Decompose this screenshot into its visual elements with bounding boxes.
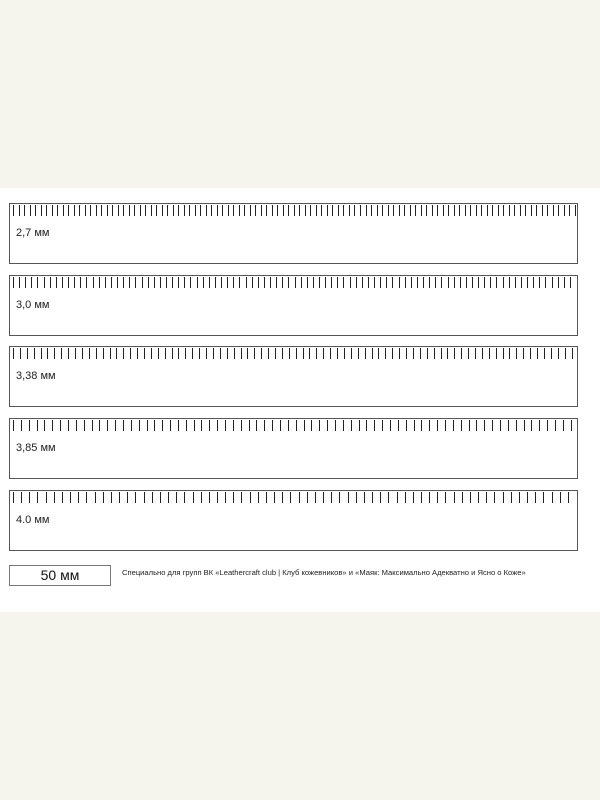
- stitch-strip-2-7: [9, 203, 578, 264]
- stitch-strip-4-0: [9, 490, 578, 551]
- strip-label: 4.0 мм: [16, 514, 50, 526]
- strip-label: 3,38 мм: [16, 370, 56, 382]
- strip-label: 3,0 мм: [16, 299, 50, 311]
- stitch-strip-3-38: [9, 346, 578, 407]
- stitch-strip-3-85: [9, 418, 578, 479]
- tick-marks: [10, 204, 577, 218]
- scale-reference-box: 50 мм: [9, 565, 111, 586]
- credit-text: Специально для групп ВК «Leathercraft club | Клуб кожевников» и «Маяк: Максимально Адекватно и Ясно о Коже»: [122, 568, 526, 577]
- strip-label: 2,7 мм: [16, 227, 50, 239]
- stitch-strip-3-0: [9, 275, 578, 336]
- tick-marks: [10, 347, 577, 361]
- tick-marks: [10, 491, 577, 505]
- tick-marks: [10, 276, 577, 290]
- tick-marks: [10, 419, 577, 433]
- stitch-ruler-sheet: [0, 188, 600, 612]
- strip-label: 3,85 мм: [16, 442, 56, 454]
